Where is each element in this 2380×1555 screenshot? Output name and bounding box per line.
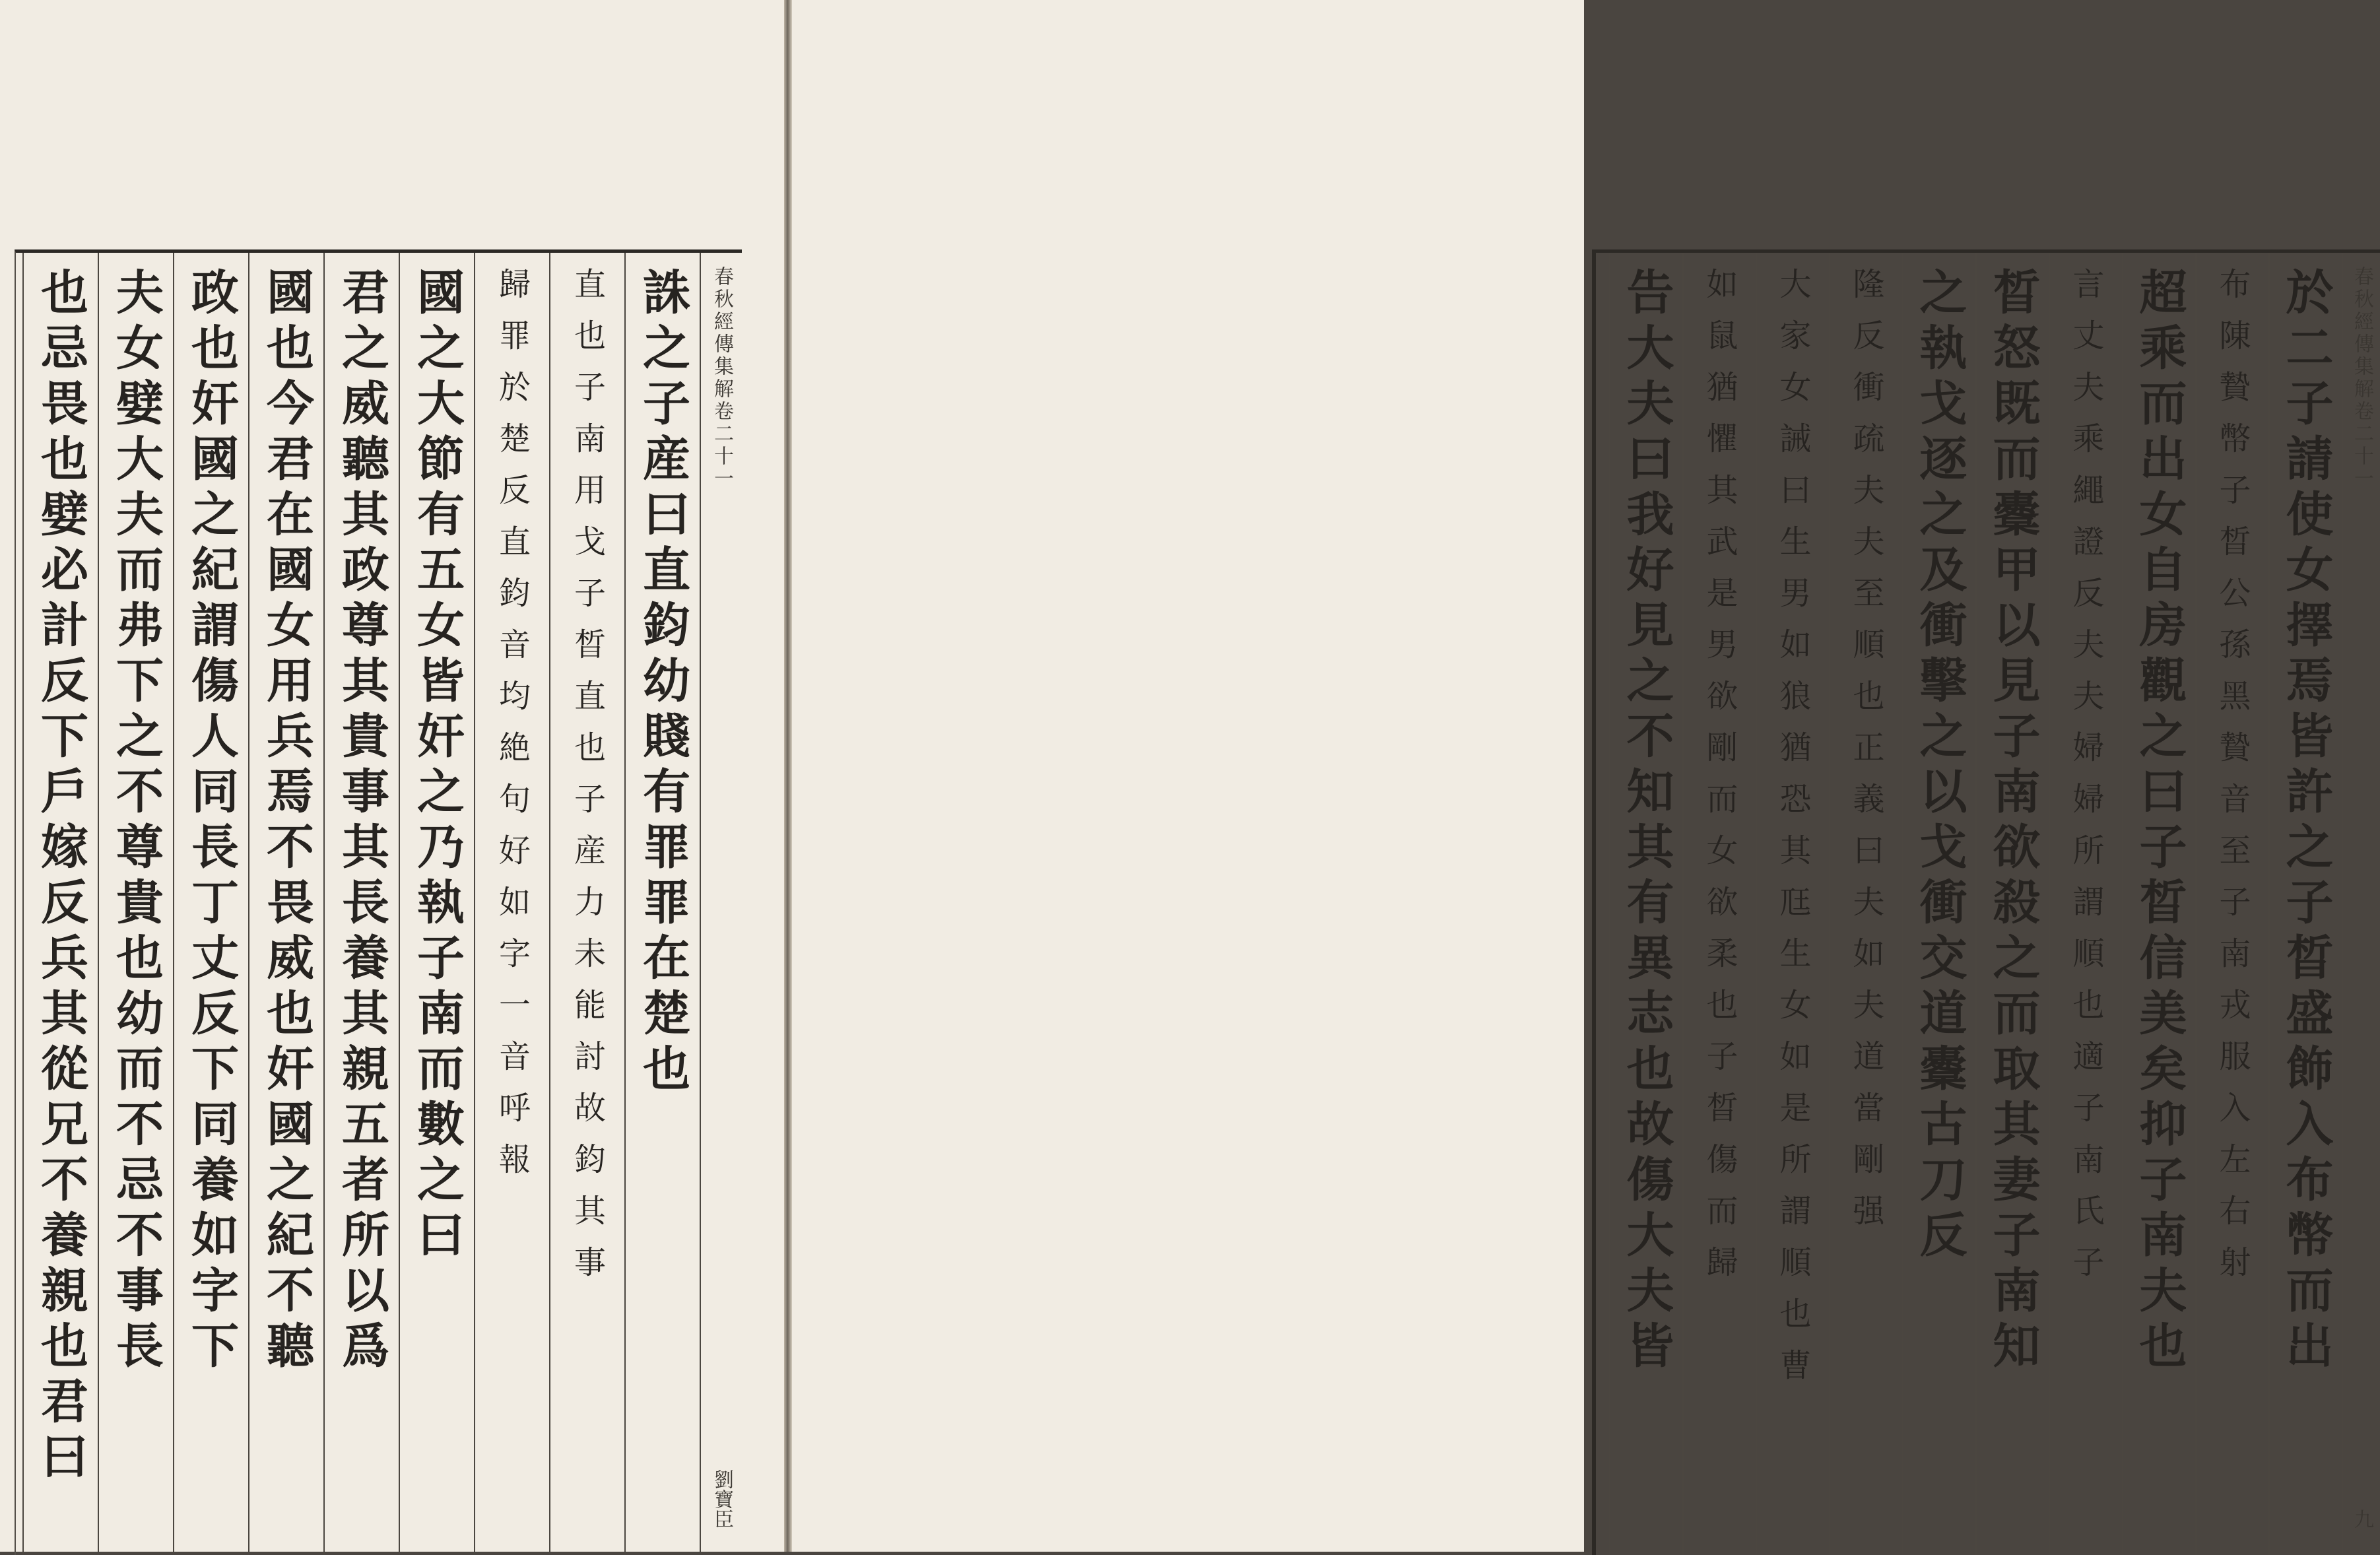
- right-print-frame: [1592, 249, 2380, 1555]
- right-column-text: 布陳贄幣子晳公孫黑贄音至子南戎服入左右射: [2214, 267, 2251, 1297]
- left-column-3: [474, 253, 549, 1555]
- right-column-text: 晳怒既而櫜甲以見子南欲殺之而取其妻子南知: [1985, 267, 2041, 1376]
- left-column-text: 國也今君在國女用兵焉不畏威也奸國之紀不聽: [259, 267, 315, 1376]
- left-column-text: 君之威聽其政尊其貴事其長養其親五者所以爲: [334, 267, 390, 1376]
- left-column-4: [399, 253, 474, 1555]
- right-page: [792, 0, 2373, 1552]
- left-column-text: 歸罪於楚反直鈞音均絶句好如字一音呼報: [493, 267, 531, 1194]
- right-column-text: 言丈夫乘繩證反夫夫婦婦所謂順也適子南氏子: [2067, 267, 2104, 1297]
- right-fold-leaf: 九: [2350, 1509, 2373, 1529]
- left-column-text: 政也奸國之紀謂傷人同長丁丈反下同養如字下: [183, 267, 240, 1376]
- right-column-text: 於二子請使女擇焉皆許之子晳盛飾入布幣而出: [2278, 267, 2334, 1376]
- right-fold-column: [2342, 253, 2380, 1555]
- right-column-text: 隆反衝疏夫夫至順也正義曰夫如夫道當剛强: [1847, 267, 1884, 1245]
- right-column-5: [1975, 253, 2049, 1555]
- right-column-10: [1609, 253, 1682, 1555]
- right-column-3: [2122, 253, 2195, 1555]
- right-fold-title: 春秋經傳集解卷二十一: [2350, 266, 2373, 490]
- book-gutter: [784, 0, 792, 1552]
- left-column-text: 國之大節有五女皆奸之乃執子南而數之曰: [409, 267, 465, 1265]
- right-column-1: [2268, 253, 2342, 1555]
- left-column-text: 誅之子産曰直鈞幼賤有罪罪在楚也: [635, 267, 691, 1099]
- right-column-4: [2049, 253, 2122, 1555]
- left-fold-carver: 劉寶臣: [710, 1469, 733, 1529]
- right-column-9: [1682, 253, 1756, 1555]
- right-column-8: [1756, 253, 1829, 1555]
- left-column-text: 也忌畏也嬖必計反下戶嫁反兵其從兄不養親也君曰: [33, 267, 89, 1487]
- left-fold-title: 春秋經傳集解卷二十一: [710, 266, 733, 490]
- left-text-columns: [16, 253, 742, 1555]
- right-text-columns: [1596, 253, 2380, 1555]
- left-page: [0, 0, 784, 1552]
- left-column-1: [624, 253, 700, 1555]
- right-column-text: 之執戈逐之及衝擊之以戈衝交道櫜古刀反: [1911, 267, 1968, 1265]
- left-column-2: [549, 253, 624, 1555]
- right-column-text: 如鼠猶懼其武是男欲剛而女欲柔也子晳傷而歸: [1701, 267, 1738, 1297]
- left-column-text: 夫女嬖大夫而弗下之不尊貴也幼而不忌不事長: [108, 267, 164, 1376]
- right-column-text: 超乘而出女自房觀之曰子晳信美矣抑子南夫也: [2131, 267, 2188, 1376]
- right-column-2: [2195, 253, 2268, 1555]
- left-column-7: [173, 253, 248, 1555]
- left-column-6: [248, 253, 323, 1555]
- right-column-text: 告大夫曰我好見之不知其有異志也故傷大夫皆: [1618, 267, 1675, 1376]
- left-column-9: [22, 253, 98, 1555]
- right-column-7: [1829, 253, 1902, 1555]
- right-column-text: 大家女誡曰生男如狼猶恐其尫生女如是所謂順也曹: [1774, 267, 1811, 1400]
- left-column-5: [323, 253, 399, 1555]
- left-column-8: [98, 253, 173, 1555]
- right-column-6: [1902, 253, 1975, 1555]
- left-print-frame: [15, 249, 742, 1555]
- left-column-text: 直也子南用戈子晳直也子産力未能討故鈞其事: [568, 267, 606, 1297]
- left-fold-column: [700, 253, 742, 1555]
